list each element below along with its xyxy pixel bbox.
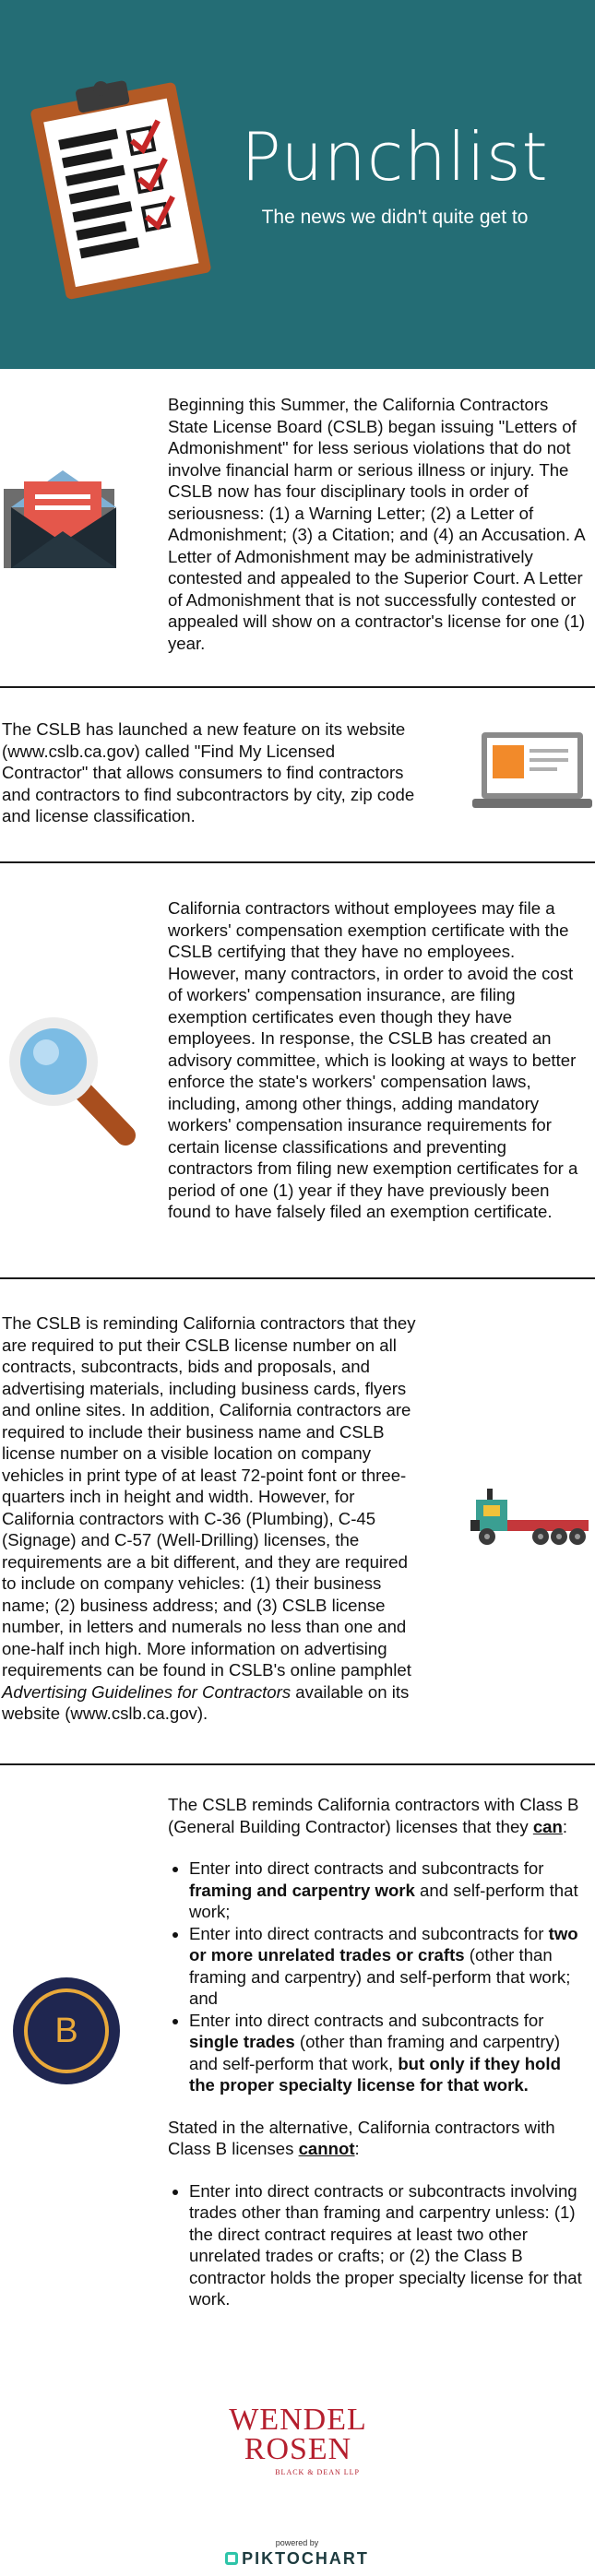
list-item: • Enter into direct contracts and subcontracts for framing and carpentry work and self-perform that work; bbox=[189, 1858, 590, 1923]
truck-icon bbox=[470, 1489, 590, 1553]
class-b-text bbox=[168, 1794, 590, 2331]
page-subtitle: The news we didn't quite get to bbox=[261, 207, 529, 228]
cannot-list bbox=[168, 2180, 590, 2310]
badge-letter: B bbox=[54, 2012, 78, 2050]
section-text: California contractors without employees may file a workers' compensation exemption certificate with the CSLB certifying that they have no employees. However, many contractors, in order to avoid the cost of workers' compensation insurance, are filing exemption certificates even though they have employees. In response, the CSLB has created an advisory committee, which is looking at ways to better enforce the state's workers' compensation laws, including, among other things, adding mandatory workers' compensation insurance requirements for certain license classifications and preventing contractors from filing new exemption certificates for a period of one (1) year if they have previously been found to have falsely filed an exemption certificate. bbox=[168, 898, 578, 1221]
header-banner bbox=[0, 0, 595, 369]
envelope-icon bbox=[4, 470, 124, 572]
magnifier-icon bbox=[9, 1015, 138, 1154]
logo-line-1: WENDEL bbox=[229, 2403, 367, 2437]
section-text: The CSLB has launched a new feature on its website (www.cslb.ca.gov) called "Find My Licensed Contractor" that allows consumers to find contractors and contractors to find subcontractors by city, zip code and license classification. bbox=[2, 719, 415, 825]
powered-by-label: powered by bbox=[275, 2538, 319, 2547]
class-b-alt-intro: Stated in the alternative, California contractors with Class B licenses cannot: bbox=[168, 2117, 555, 2158]
logo-line-2: ROSEN bbox=[244, 2432, 352, 2466]
section-advertising bbox=[0, 1279, 595, 1763]
page-title: Punchlist bbox=[241, 118, 549, 196]
powered-by-piktochart[interactable] bbox=[214, 2538, 380, 2569]
piktochart-brand: PIKTOCHART bbox=[214, 2549, 380, 2569]
can-emphasis: can bbox=[532, 1816, 563, 1836]
section-class-b bbox=[0, 1765, 595, 2356]
cannot-emphasis: cannot bbox=[298, 2139, 355, 2158]
list-item: • Enter into direct contracts and subcontracts for two or more unrelated trades or crafts (other than framing and carpentry) and self-perform that work; and bbox=[189, 1923, 590, 2010]
list-item: • Enter into direct contracts or subcontracts involving trades other than framing and carpentry unless: (1) the direct contract requires at least two other unrelated trades or crafts; or (2) the Class B contractor holds the proper specialty license for that work. bbox=[189, 2180, 590, 2310]
section-admonishment bbox=[0, 369, 595, 687]
section-find-contractor bbox=[0, 688, 595, 861]
can-list bbox=[168, 1858, 590, 2096]
section-text-main: The CSLB is reminding California contractors that they are required to put their CSLB license number on all contracts, subcontracts, bids and proposals, and advertising materials, including business cards, flyers and online sites. In addition, California contractors are required to include their business name and CSLB license number on a visible location on company vehicles in print type of at least 72-point font or three-quarters inch in height and width. However, for California contractors with C-36 (Plumbing), C-45 (Signage) and C-57 (Well-Drilling) licenses, the requirements are a bit different, and they are required to include on company vehicles: (1) their business name; (2) business address; and (3) CSLB license number, in letters and numerals no less than one and one-half inch high. More information on advertising requirements can be found in CSLB's online pamphlet bbox=[2, 1313, 416, 1680]
laptop-icon bbox=[472, 732, 592, 810]
piktochart-logo-icon bbox=[225, 2552, 238, 2565]
section-text: Beginning this Summer, the California Contractors State License Board (CSLB) began issuing "Letters of Admonishment" for less serious violations that do not involve financial harm or serious illness or injury. The CSLB now has four disciplinary tools in order of seriousness: (1) a Warning Letter; (2) a Letter of Admonishment; (3) a Citation; and (4) an Accusation. A Letter of Admonishment may be administratively contested and appealed to the Superior Court. A Letter of Admonishment that is not successfully contested or appealed will show on a contractor's license for one (1) year. bbox=[168, 395, 586, 653]
list-item: • Enter into direct contracts and subcontracts for single trades (other than framing and carpentry) and self-perform that work, but only if they hold the proper specialty license for that work. bbox=[189, 2010, 590, 2096]
class-b-intro: The CSLB reminds California contractors with Class B (General Building Contractor) licenses that they can: bbox=[168, 1795, 579, 1836]
section-workers-comp bbox=[0, 863, 595, 1277]
section-text-end: available on its website (www.cslb.ca.gov). bbox=[2, 1681, 410, 1723]
section-text bbox=[2, 1312, 422, 1725]
clipboard-checklist-icon bbox=[26, 74, 215, 300]
wendel-rosen-logo bbox=[220, 2405, 376, 2476]
pamphlet-title: Advertising Guidelines for Contractors bbox=[2, 1681, 292, 1702]
logo-subtitle: BLACK & DEAN LLP bbox=[275, 2468, 360, 2476]
